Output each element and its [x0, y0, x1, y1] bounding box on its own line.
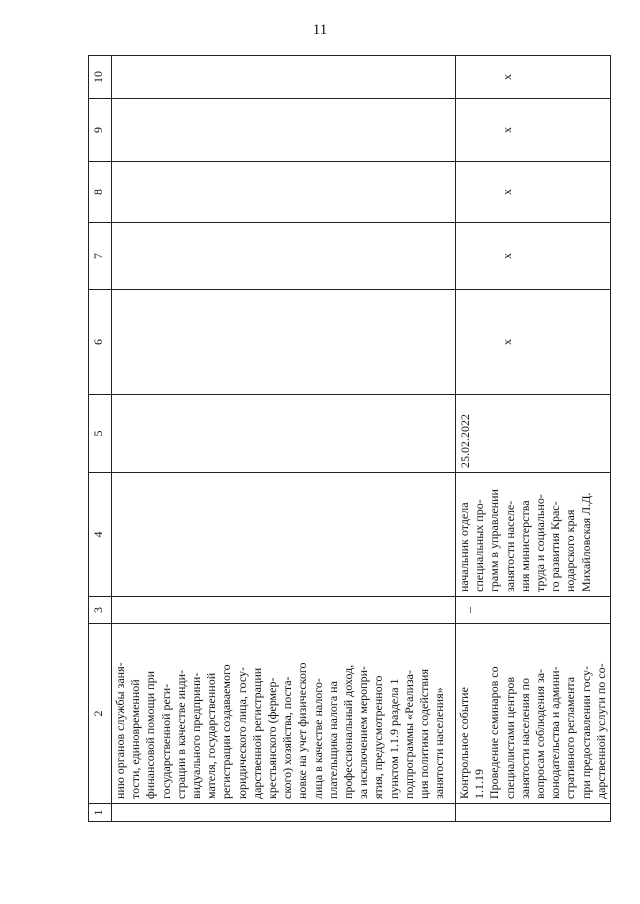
- row2-col4-line: специальных про-: [472, 499, 487, 592]
- row2-col4-line: Михайловская Л.Д.: [578, 492, 593, 592]
- row1-col10: [112, 56, 456, 99]
- row1-col6: [112, 290, 456, 395]
- row1-col2-line: занятости населения»: [432, 687, 447, 799]
- row1-col2-line: за исключением меропри-: [356, 665, 371, 799]
- rotated-table-frame: [88, 71, 608, 822]
- row1-col1: [112, 804, 456, 822]
- header-cell-7: 7: [89, 223, 112, 290]
- row1-col2-line: государственной реги-: [158, 683, 173, 799]
- row2-col2-line: специалистами центров: [502, 676, 517, 799]
- row2-col2-line: конодательства и админи-: [548, 666, 563, 799]
- header-cell-5: 5: [89, 395, 112, 473]
- header-row: [89, 56, 112, 822]
- header-cell-10: 10: [89, 56, 112, 99]
- row1-col2-line: новке на учет физического: [295, 662, 310, 799]
- row2-col2-line: вопросам соблюдения за-: [533, 668, 548, 799]
- row2-col2-line: Проведение семинаров со: [487, 666, 502, 799]
- row1-col2-line: тости, единовременной: [128, 679, 143, 799]
- row1-col3: [112, 597, 456, 624]
- header-cell-2: 2: [89, 624, 112, 804]
- row2-col2-line: дарственной услуги по со-: [593, 663, 608, 799]
- row1-col2-line: крестьянского (фермер-: [265, 677, 280, 799]
- row1-col2-line: регистрации создаваемого: [219, 664, 234, 799]
- row1-col2-line: мателя, государственной: [204, 672, 219, 799]
- header-cell-9: 9: [89, 99, 112, 162]
- row2-col2-line: 1.1.19: [472, 769, 487, 799]
- row1-col2-line: ятия, предусмотренного: [371, 675, 386, 799]
- table-row: [112, 56, 456, 822]
- row1-col2-line: видуального предприни-: [189, 672, 204, 799]
- row2-col3: –: [456, 597, 611, 624]
- row1-col7: [112, 223, 456, 290]
- row1-col9: [112, 99, 456, 162]
- header-cell-4: 4: [89, 473, 112, 597]
- header-cell-1: 1: [89, 804, 112, 822]
- row2-col8: х: [456, 162, 611, 223]
- row1-col2-line: нию органов службы заня-: [113, 662, 127, 799]
- row1-col2-line: подпрограммы «Реализа-: [401, 670, 416, 799]
- row2-col7: х: [456, 223, 611, 290]
- row2-col2-line: занятости населения по: [517, 677, 532, 799]
- row2-col4-line: начальник отдела: [457, 502, 471, 592]
- rotated-table: [88, 71, 608, 822]
- header-cell-6: 6: [89, 290, 112, 395]
- row2-col4: [456, 473, 611, 597]
- row2-col4-line: ния министерства: [517, 500, 532, 592]
- row2-col2-line: стративного регламента: [563, 676, 578, 799]
- plan-table: [88, 55, 611, 822]
- row1-col2-line: юридического лица, госу-: [234, 667, 249, 799]
- row1-col2-line: ского) хозяйства, поста-: [280, 676, 295, 799]
- row2-col2-line: Контрольное событие: [457, 687, 471, 799]
- row1-col4: [112, 473, 456, 597]
- row1-col2-line: пунктом 1.1.9 раздела 1: [386, 678, 401, 799]
- row2-col9: х: [456, 99, 611, 162]
- row2-col4-line: нодарского края: [563, 509, 578, 592]
- row1-col2-line: финансовой помощи при: [143, 671, 158, 799]
- row2-col4-line: грамм в управлении: [487, 489, 502, 592]
- row1-col2-line: плательщика налога на: [325, 681, 340, 799]
- header-cell-8: 8: [89, 162, 112, 223]
- row2-col2: [456, 624, 611, 804]
- row1-col2-line: лица в качестве налого-: [310, 678, 325, 799]
- row1-col8: [112, 162, 456, 223]
- row1-col2-line: дарственной регистрации: [249, 667, 264, 799]
- row1-col2: [112, 624, 456, 804]
- row2-col4-line: занятости населе-: [502, 500, 517, 592]
- row2-col1: [456, 804, 611, 822]
- header-cell-3: 3: [89, 597, 112, 624]
- table-row: [456, 56, 611, 822]
- row2-col10: х: [456, 56, 611, 99]
- row1-col5: [112, 395, 456, 473]
- row2-col4-line: го развития Крас-: [548, 501, 563, 592]
- row1-col2-line: профессиональный доход,: [341, 664, 356, 799]
- row2-col5: 25.02.2022: [456, 395, 611, 473]
- row2-col4-line: труда и социально-: [533, 494, 548, 592]
- row2-col2-line: при предоставлении госу-: [578, 665, 593, 799]
- row2-col6: х: [456, 290, 611, 395]
- row1-col2-line: ция политики содействия: [417, 669, 432, 799]
- row1-col2-line: страции в качестве инди-: [173, 670, 188, 799]
- page-number: 11: [312, 22, 328, 38]
